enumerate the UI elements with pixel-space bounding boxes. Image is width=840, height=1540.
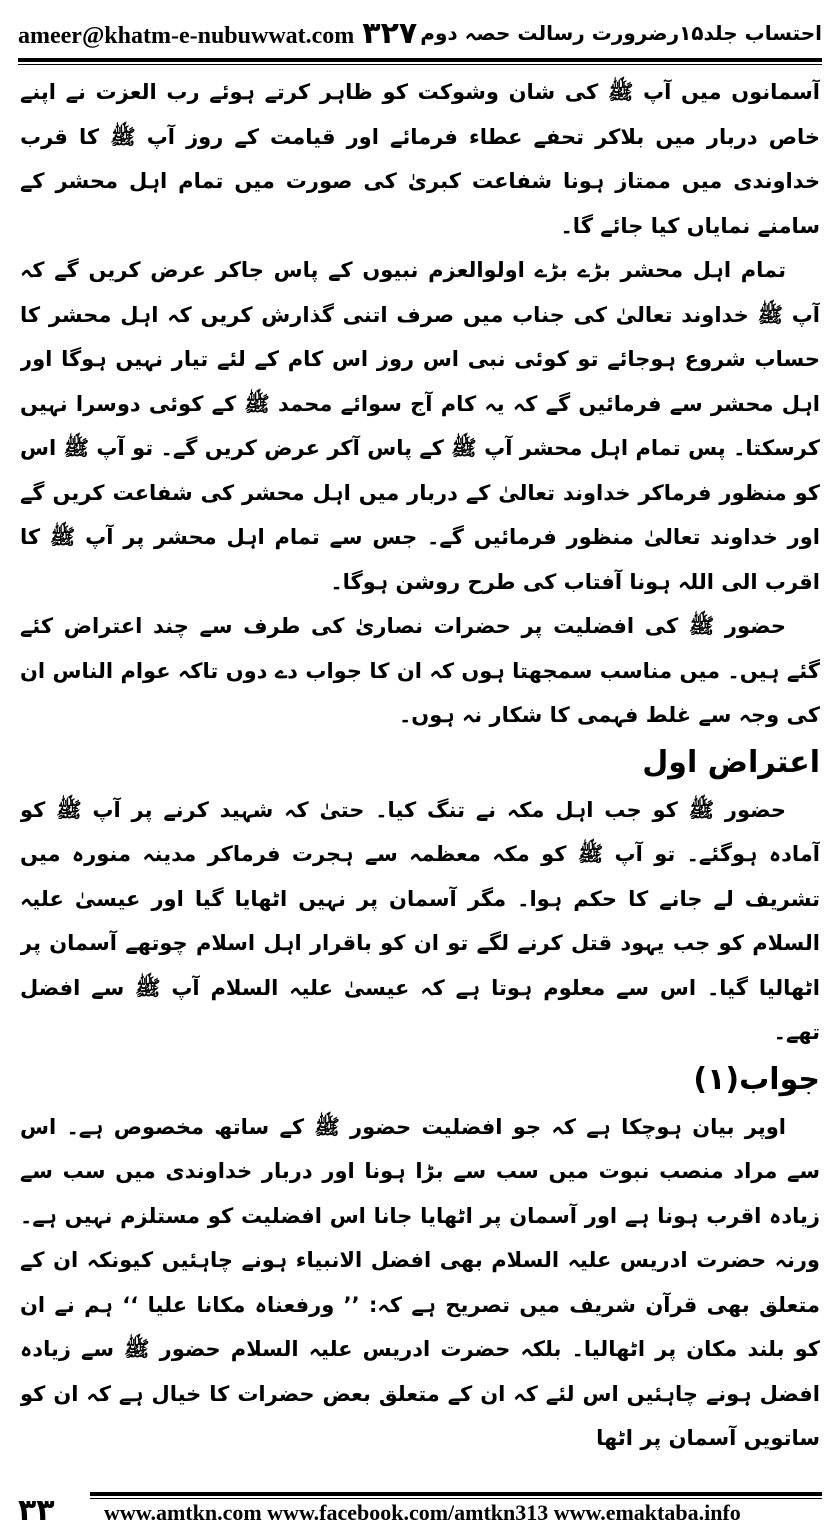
heading-answer: جواب(۱) xyxy=(693,1061,820,1097)
header-rule-thin xyxy=(18,64,822,65)
footer-rule-thin xyxy=(90,1498,822,1499)
footer-rule-area xyxy=(90,1488,822,1532)
body-text xyxy=(20,70,820,1470)
paragraph-answer: اوپر بیان ہوچکا ہے کہ جو افضلیت حضور ﷺ کے ساتھ مخصوص ہے۔ اس سے مراد منصب نبوت میں سب سے بڑا ہونا اور دربار خداوندی میں سب سے زیادہ اقرب ہونا ہے اور آسمان پر اٹھایا جانا اس افضلیت کو مستلزم نہیں ہے۔ ورنہ حضرت ادریس علیہ السلام بھی افضل الانبیاء ہونے چاہئیں کیونکہ ان کے متعلق بھی قرآن شریف میں تصریح ہے کہ: ’’ ورفعناہ مکانا علیا ‘‘ ہم نے ان کو بلند مکان پر اٹھالیا۔ بلکہ حضرت ادریس علیہ السلام حضور ﷺ سے زیادہ افضل ہونے چاہئیں اس لئے کہ ان کے متعلق بعض حضرات کا خیال ہے کہ ان کو ساتویں آسمان پر اٹھا xyxy=(20,1114,820,1450)
footer-links: www.amtkn.com www.facebook.com/amtkn313 www.emaktaba.info xyxy=(104,1500,741,1525)
heading-objection: اعتراض اول xyxy=(642,744,820,780)
header-page-number: ۳۲۷ xyxy=(362,15,418,51)
paragraph-objection: حضور ﷺ کو جب اہل مکہ نے تنگ کیا۔ حتیٰ کہ شہید کرنے پر آپ ﷺ کو آمادہ ہوگئے۔ تو آپ ﷺ کو مکہ معظمہ سے ہجرت فرماکر مدینہ منورہ میں تشریف لے جانے کا حکم ہوا۔ مگر آسمان پر نہیں اٹھایا گیا اور عیسیٰ علیہ السلام کو جب یہود قتل کرنے لگے تو ان کو باقرار اہل اسلام چوتھے آسمان پر اٹھالیا گیا۔ اس سے معلوم ہوتا ہے کہ عیسیٰ علیہ السلام آپ ﷺ سے افضل تھے۔ xyxy=(20,797,820,1044)
page-footer xyxy=(18,1488,822,1532)
paragraph-3: حضور ﷺ کی افضلیت پر حضرات نصاریٰ کی طرف سے چند اعتراض کئے گئے ہیں۔ میں مناسب سمجھتا ہوں کہ ان کا جواب دے دوں تاکہ عوام الناس ان کی وجہ سے غلط فہمی کا شکار نہ ہوں۔ xyxy=(20,614,820,727)
header-title: احتساب جلد۱۵رضرورت رسالت حصہ دوم xyxy=(420,21,822,45)
page-header xyxy=(18,10,822,56)
footer-page-number: ۳۳ xyxy=(18,1492,55,1528)
paragraph-1: آسمانوں میں آپ ﷺ کی شان وشوکت کو ظاہر کرتے ہوئے رب العزت نے اپنے خاص دربار میں بلاکر تحفے عطاء فرمائے اور قیامت کے روز آپ ﷺ کا قرب خداوندی میں ممتاز ہونا شفاعت کبریٰ کی صورت میں تمام اہل محشر کے سامنے نمایاں کیا جائے گا۔ xyxy=(20,80,820,238)
header-left xyxy=(18,16,417,51)
header-email: ameer@khatm-e-nubuwwat.com xyxy=(18,22,355,49)
header-rule-thick xyxy=(18,58,822,62)
footer-rule-thick xyxy=(90,1492,822,1496)
paragraph-2: تمام اہل محشر بڑے بڑے اولوالعزم نبیوں کے پاس جاکر عرض کریں گے کہ آپ ﷺ خداوند تعالیٰ کی جناب میں صرف اتنی گذارش کریں کہ اہل محشر کا حساب شروع ہوجائے تو کوئی نبی اس روز اس کام کے لئے تیار نہیں ہوگا اور اہل محشر سے فرمائیں گے کہ یہ کام آج سوائے محمد ﷺ کے کوئی دوسرا نہیں کرسکتا۔ پس تمام اہل محشر آپ ﷺ کے پاس آکر عرض کریں گے۔ تو آپ ﷺ اس کو منظور فرماکر خداوند تعالیٰ کے دربار میں اہل محشر کی شفاعت کریں گے اور خداوند تعالیٰ منظور فرمائیں گے۔ جس سے تمام اہل محشر پر آپ ﷺ کا اقرب الی اللہ ہونا آفتاب کی طرح روشن ہوگا۔ xyxy=(20,258,820,594)
